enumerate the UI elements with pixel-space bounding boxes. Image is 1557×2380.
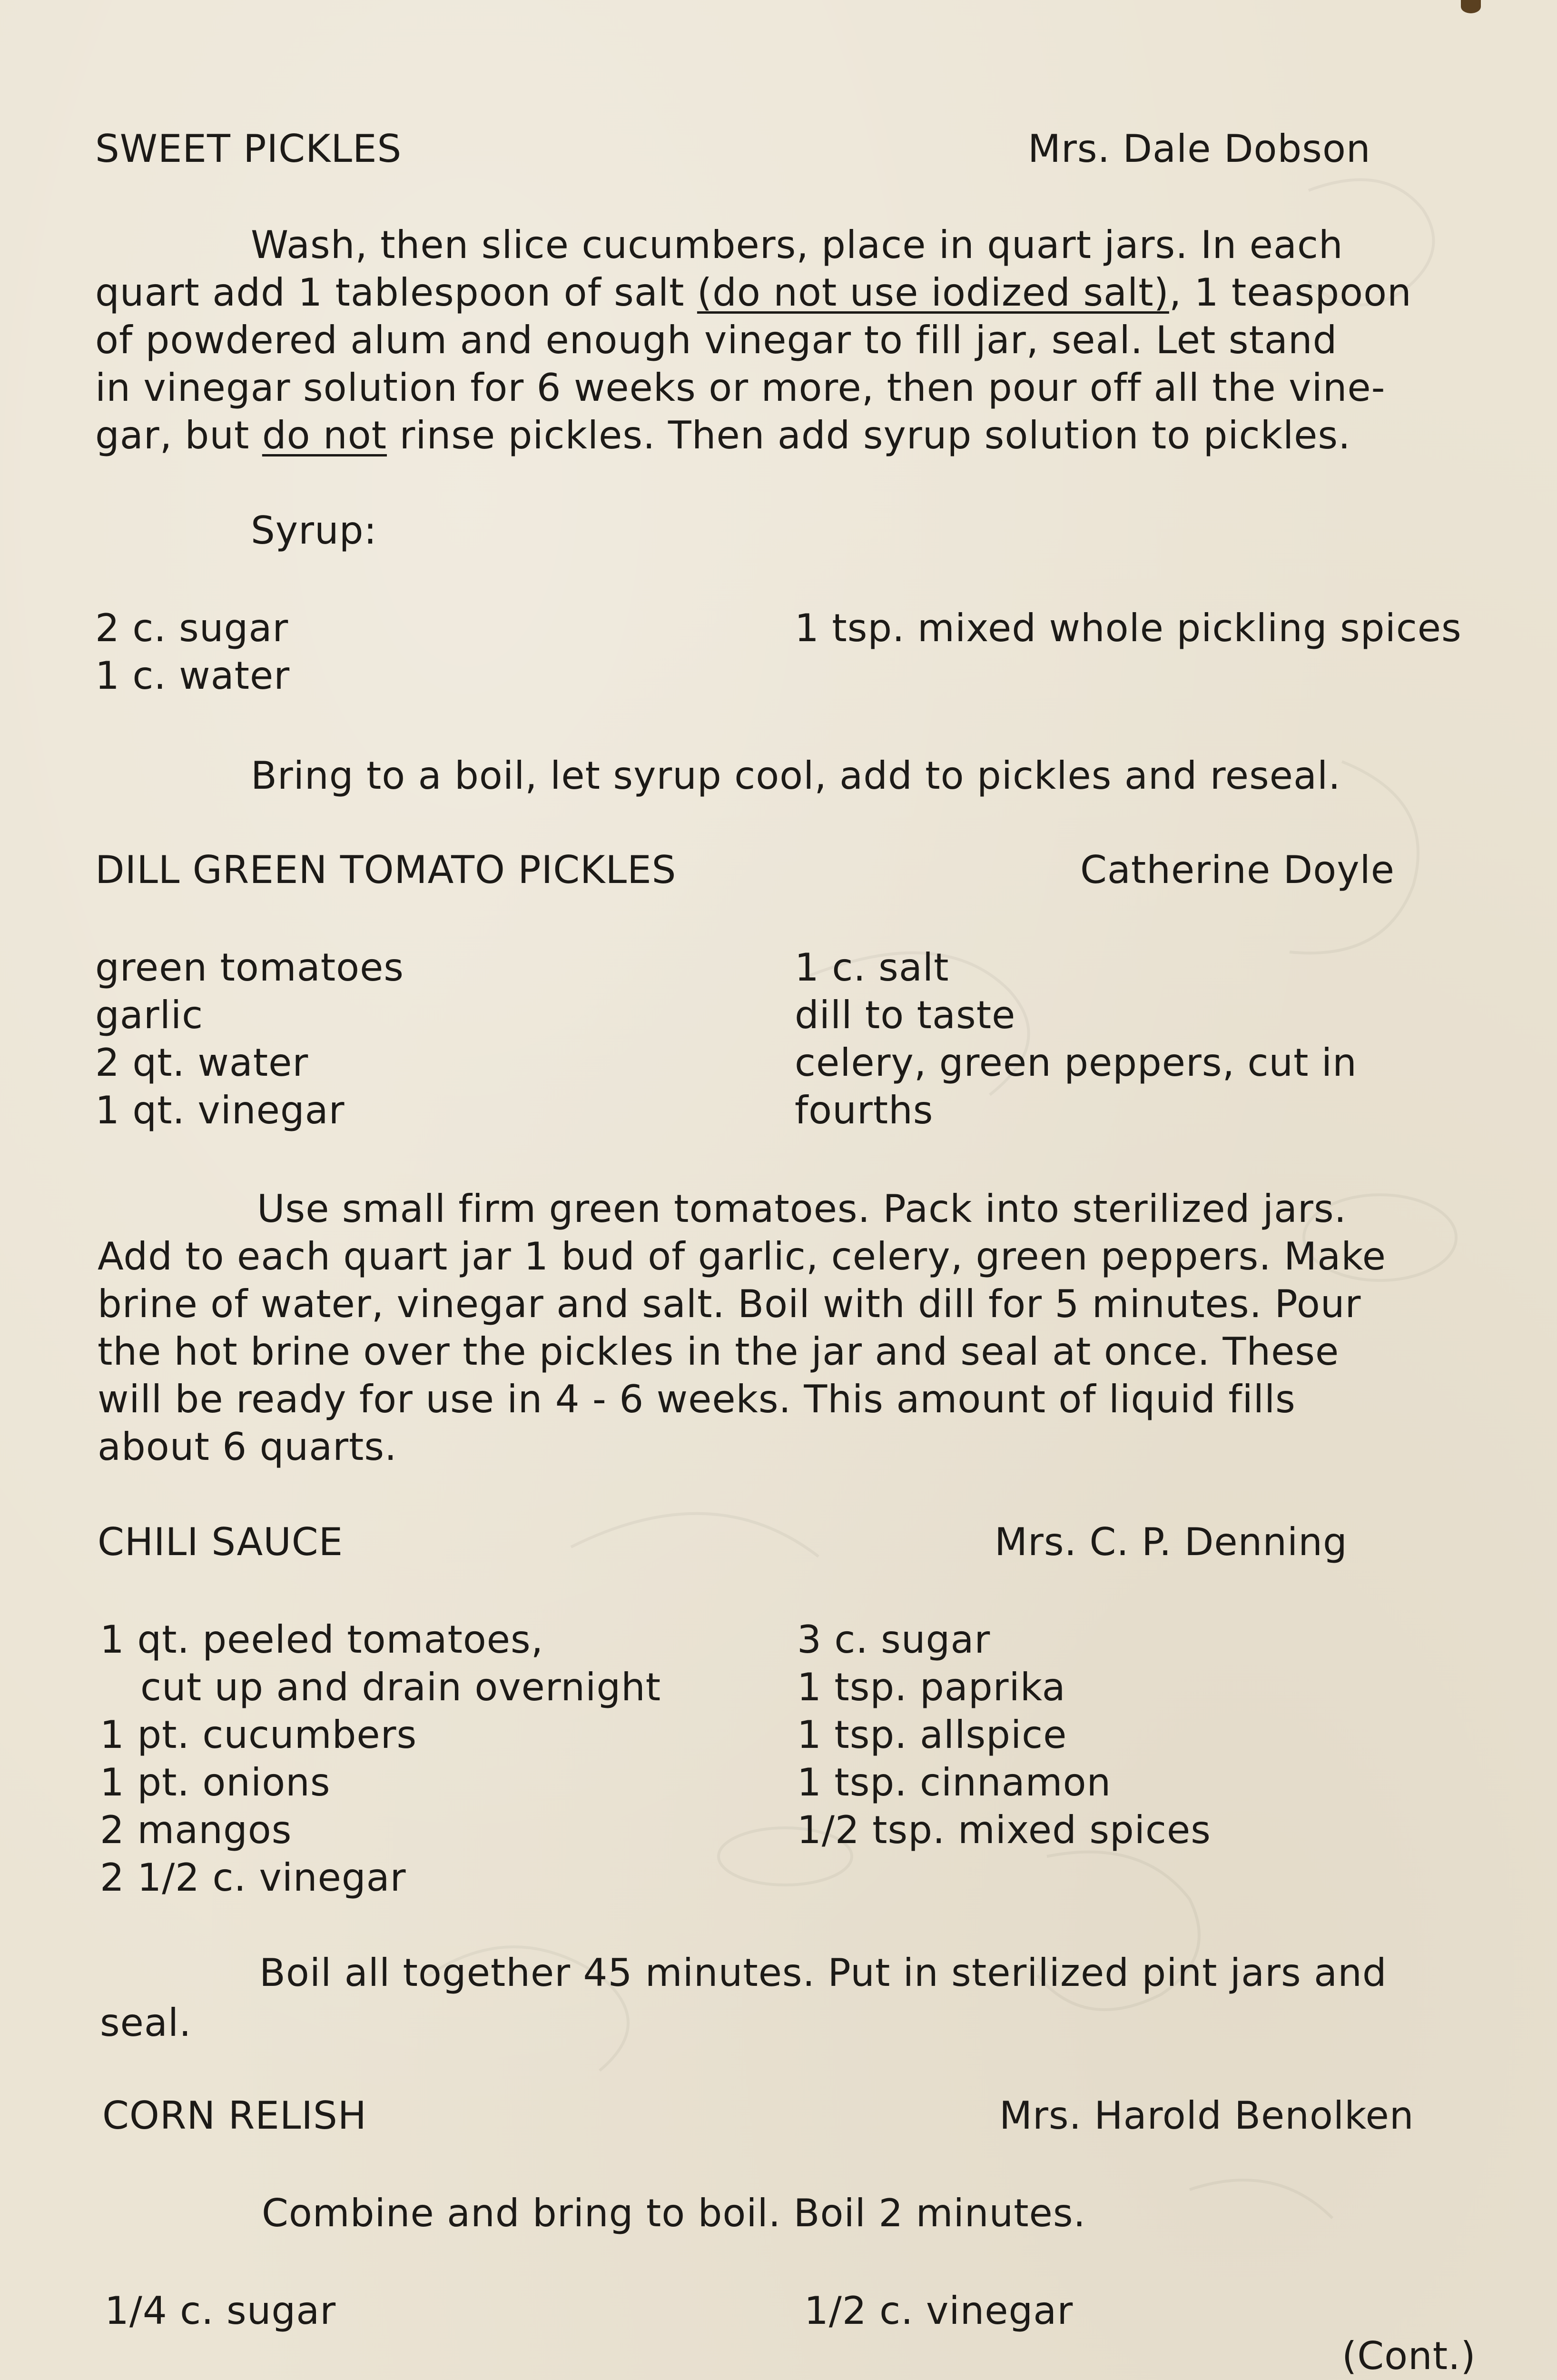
ingredient: 1 c. salt (795, 945, 949, 990)
text-line: Wash, then slice cucumbers, place in quart jars. In each (251, 223, 1343, 267)
ingredient: 1 qt. vinegar (95, 1088, 345, 1132)
text-line: Bring to a boil, let syrup cool, add to pickles and reseal. (251, 754, 1341, 798)
text-line (95, 412, 1351, 459)
underlined-text: do not (262, 413, 387, 457)
recipe-title-chili-sauce: CHILI SAUCE (98, 1520, 344, 1564)
text-line: in vinegar solution for 6 weeks or more, then pour off all the vine- (95, 366, 1386, 410)
ingredient: 1/2 c. vinegar (804, 2289, 1074, 2333)
contributor-c-p-denning: Mrs. C. P. Denning (995, 1520, 1348, 1564)
ingredient: 1/2 tsp. mixed spices (797, 1808, 1211, 1852)
ingredient: 1 qt. peeled tomatoes, (100, 1617, 544, 1662)
text-line: the hot brine over the pickles in the jar and seal at once. These (98, 1329, 1340, 1374)
ingredient: 2 qt. water (95, 1041, 309, 1085)
continued-note: (Cont.) (1342, 2334, 1476, 2378)
text-line: will be ready for use in 4 - 6 weeks. This amount of liquid fills (98, 1377, 1296, 1421)
text-line: about 6 quarts. (98, 1425, 397, 1469)
ingredient: cut up and drain overnight (140, 1665, 661, 1709)
ingredient: 2 c. sugar (95, 606, 289, 650)
syrup-heading: Syrup: (251, 508, 377, 553)
text-fragment: gar, but (95, 413, 262, 457)
contributor-harold-benolken: Mrs. Harold Benolken (999, 2093, 1414, 2138)
ingredient: celery, green peppers, cut in (795, 1041, 1357, 1085)
text-line: Use small firm green tomatoes. Pack into sterilized jars. (257, 1187, 1347, 1231)
text-line: seal. (100, 2001, 192, 2045)
ingredient: 3 c. sugar (797, 1617, 991, 1662)
text-fragment: rinse pickles. Then add syrup solution to pickles. (387, 413, 1351, 457)
text-fragment: quart add 1 tablespoon of salt (95, 270, 697, 315)
ingredient: 1 pt. cucumbers (100, 1713, 417, 1757)
text-line: Boil all together 45 minutes. Put in sterilized pint jars and (259, 1951, 1387, 1995)
recipe-title-sweet-pickles: SWEET PICKLES (95, 127, 402, 171)
text-line: Combine and bring to boil. Boil 2 minutes. (262, 2191, 1086, 2235)
ingredient: garlic (95, 993, 204, 1037)
ingredient: 2 mangos (100, 1808, 292, 1852)
text-line: of powdered alum and enough vinegar to fill jar, seal. Let stand (95, 318, 1338, 362)
ingredient: 1/4 c. sugar (105, 2289, 336, 2333)
text-line (95, 269, 1412, 317)
underlined-text: (do not use iodized salt) (697, 270, 1169, 315)
ink-spot (1461, 0, 1481, 13)
ingredient: 1 tsp. cinnamon (797, 1760, 1112, 1805)
text-fragment: , 1 teaspoon (1169, 270, 1412, 315)
ingredient: green tomatoes (95, 945, 404, 990)
ingredient: 1 pt. onions (100, 1760, 331, 1805)
ingredient: 2 1/2 c. vinegar (100, 1855, 406, 1900)
ingredient: dill to taste (795, 993, 1016, 1037)
ingredient: 1 c. water (95, 654, 290, 698)
recipe-title-dill-green-tomato-pickles: DILL GREEN TOMATO PICKLES (95, 848, 677, 892)
ingredient: 1 tsp. allspice (797, 1713, 1067, 1757)
ingredient: fourths (795, 1088, 934, 1132)
ingredient: 1 tsp. paprika (797, 1665, 1066, 1709)
contributor-dale-dobson: Mrs. Dale Dobson (1028, 127, 1371, 171)
recipe-title-corn-relish: CORN RELISH (102, 2093, 367, 2138)
ingredient: 1 tsp. mixed whole pickling spices (795, 606, 1462, 650)
text-line: brine of water, vinegar and salt. Boil with dill for 5 minutes. Pour (98, 1282, 1361, 1326)
contributor-catherine-doyle: Catherine Doyle (1080, 848, 1395, 892)
text-line: Add to each quart jar 1 bud of garlic, celery, green peppers. Make (98, 1234, 1386, 1279)
